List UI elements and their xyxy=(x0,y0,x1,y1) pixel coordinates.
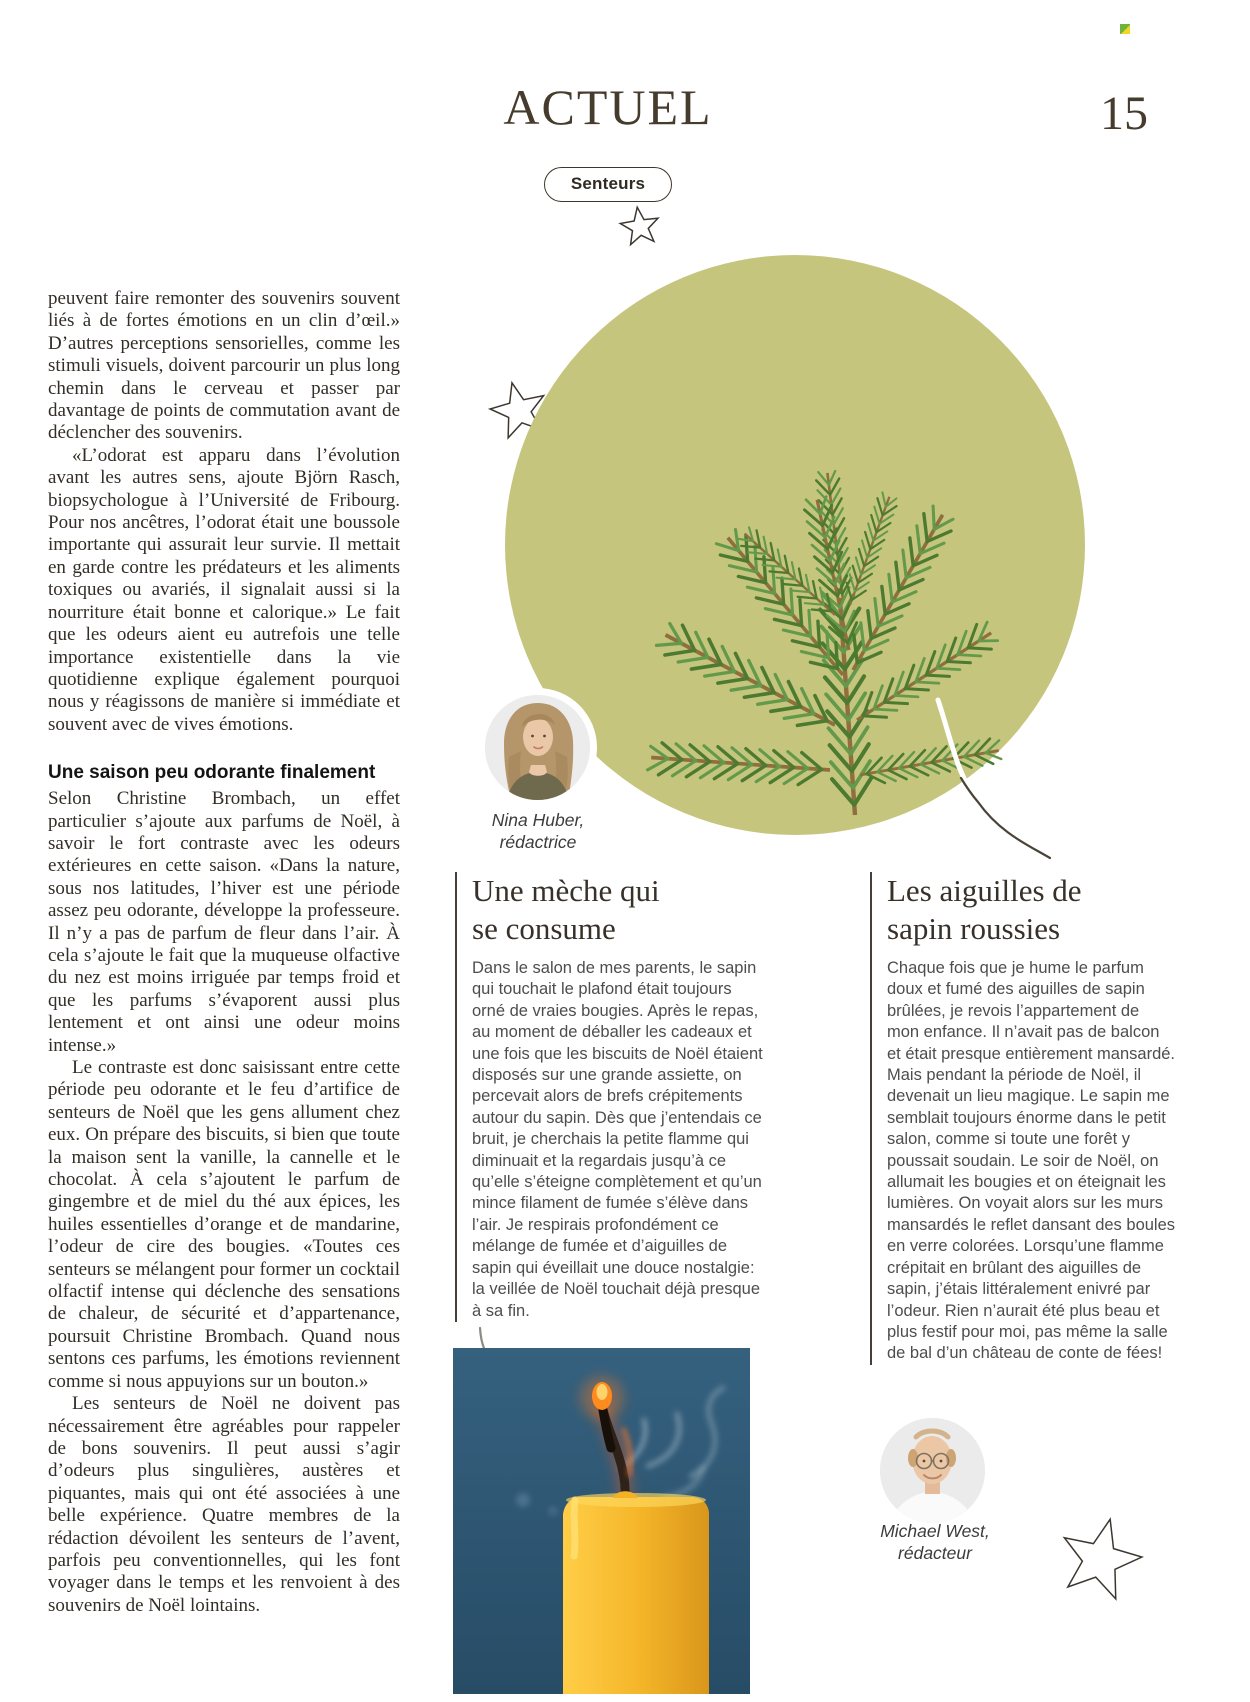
star-icon xyxy=(618,205,662,249)
story-title xyxy=(472,872,764,948)
color-registration-mark xyxy=(1120,24,1130,34)
story-title xyxy=(887,872,1175,948)
candle-photo xyxy=(453,1348,750,1694)
caption-nina-huber xyxy=(458,809,618,853)
article-paragraph: Le contraste est donc saisissant entre cette période peu odorante et le feu d’artifice de senteurs de Noël que les gens allument chez eux. On prépare des biscuits, si bien que toute la maison sent la vanille, la cannelle et le chocolat. À cela s’ajoutent le parfum de gingembre et de miel du thé aux épices, les huiles essentielles d’orange et de mandarine, l’odeur de cire des bougies. «Toutes ces senteurs se mélangent pour former un cocktail olfactif intense qui déclenche des sensations de chaleur, de sécurité et d’appartenance, poursuit Christine Brombach. Quand nous sentons ces parfums, les émotions reviennent comme si nous appuyions sur un bouton.» xyxy=(48,1057,400,1392)
section-tag-pill xyxy=(544,167,672,202)
section-tag-wrap xyxy=(458,167,758,202)
story-title-line: sapin roussies xyxy=(887,911,1061,946)
portrait-woman-illustration xyxy=(485,695,590,800)
story-title-line: Une mèche qui xyxy=(472,873,660,908)
story-une-meche xyxy=(455,872,764,1322)
contributor-role: rédactrice xyxy=(499,832,577,852)
contributor-name: Nina Huber, xyxy=(491,810,585,830)
avatar-nina-huber xyxy=(485,695,590,800)
article-paragraph: Selon Christine Brombach, un effet particulier s’ajoute aux parfums de Noël, à savoir le fort contraste avec les odeurs extérieures en cette saison. «Dans la nature, sous nos latitudes, l’hiver est une période assez peu odorante, développe la professeure. Il n’y a pas de parfum de fleur dans l’air. À cela s’ajoute le fait que la muqueuse olfactive du nez est moins irriguée par temps froid et que les parfums s’évaporent aussi plus lentement et ont ainsi une odeur moins intense.» xyxy=(48,788,400,1056)
avatar-michael-west xyxy=(880,1418,985,1523)
burning-candle-illustration xyxy=(453,1348,750,1694)
contributor-role: rédacteur xyxy=(898,1543,972,1563)
section-title: ACTUEL xyxy=(503,79,713,135)
article-subheading: Une saison peu odorante finalement xyxy=(48,762,376,784)
intro-paragraph: «L’odorat est apparu dans l’évolution avant les autres sens, ajoute Björn Rasch, biopsychologue à l’Université de Fribourg. Pour nos ancêtres, l’odorat était une boussole importante qui assurait leur survie. Il mettait en garde contre les prédateurs et les aliments toxiques ou avariés, il signalait aussi si la nourriture était bonne et calorique.» Le fait que les odeurs aient eu autrefois une telle importance existentielle dans la vie quotidienne explique également pourquoi nous y réagissons de manière si immédiate et souvent avec de vives émotions. xyxy=(48,444,400,735)
page-number: 15 xyxy=(1100,87,1148,140)
star-icon xyxy=(1050,1510,1150,1610)
decorative-swash xyxy=(925,690,1065,870)
intro-paragraph: peuvent faire remonter des souvenirs souvent liés à de fortes émotions en un clin d’œil.» D’autres perceptions sensorielles, comme les stimuli visuels, doivent parcourir un plus long chemin dans le cerveau et passer par davantage de points de commutation avant de déclencher des souvenirs. xyxy=(48,288,400,444)
story-title-line: Les aiguilles de xyxy=(887,873,1082,908)
portrait-man-illustration xyxy=(880,1418,985,1523)
intro-article xyxy=(48,288,400,1617)
section-tag-label: Senteurs xyxy=(570,174,646,193)
story-body: Dans le salon de mes parents, le sapin qui touchait le plafond était toujours orné de vraies bougies. Après le repas, au moment de déballer les cadeaux et une fois que les biscuits de Noël étaient disposés sur une grande assiette, on percevait alors de brefs crépitements autour du sapin. Dès que j’entendais ce bruit, je cherchais la petite flamme qui diminuait et la regardais jusqu’à ce qu’elle s’éteigne complètement et qu’un mince filament de fumée s’élève dans l’air. Je respirais profondément ce mélange de fumée et d’aiguilles de sapin qui éveillait une douce nostalgie: la veillée de Noël touchait déjà presque à sa fin. xyxy=(472,959,763,1320)
story-les-aiguilles xyxy=(870,872,1175,1365)
candle-body xyxy=(563,1491,709,1694)
article-paragraph: Les senteurs de Noël ne doivent pas nécessairement être agréables pour rappeler de bons souvenirs. Il peut aussi s’agir d’odeurs plus singulières, austères et piquantes, mais qui ont été associées à une belle expérience. Quatre membres de la rédaction dévoilent les senteurs de l’avent, parfois peu conventionnelles, qui les font voyager dans le temps et les renvoient à des souvenirs de Noël lointains. xyxy=(48,1393,400,1616)
caption-michael-west xyxy=(855,1520,1015,1564)
story-title-line: se consume xyxy=(472,911,616,946)
contributor-name: Michael West, xyxy=(880,1521,990,1541)
story-body: Chaque fois que je hume le parfum doux et fumé des aiguilles de sapin brûlées, je revois l’appartement de mon enfance. Il n’avait pas de balcon et était presque entièrement mansardé. Mais pendant la période de Noël, il devenait un lieu magique. Le sapin me semblait toujours énorme dans le petit salon, comme si toute une forêt y poussait soudain. Le soir de Noël, on allumait les bougies et on éteignait les lumières. On voyait alors sur les murs mansardés le reflet dansant des boules en verre colorées. Lorsqu’une flamme crépitait en brûlant des aiguilles de sapin, j’étais littéralement enivré par l’odeur. Rien n’aurait été plus beau et plus festif pour moi, pas même la salle de bal d’un château de conte de fées! xyxy=(887,959,1176,1363)
